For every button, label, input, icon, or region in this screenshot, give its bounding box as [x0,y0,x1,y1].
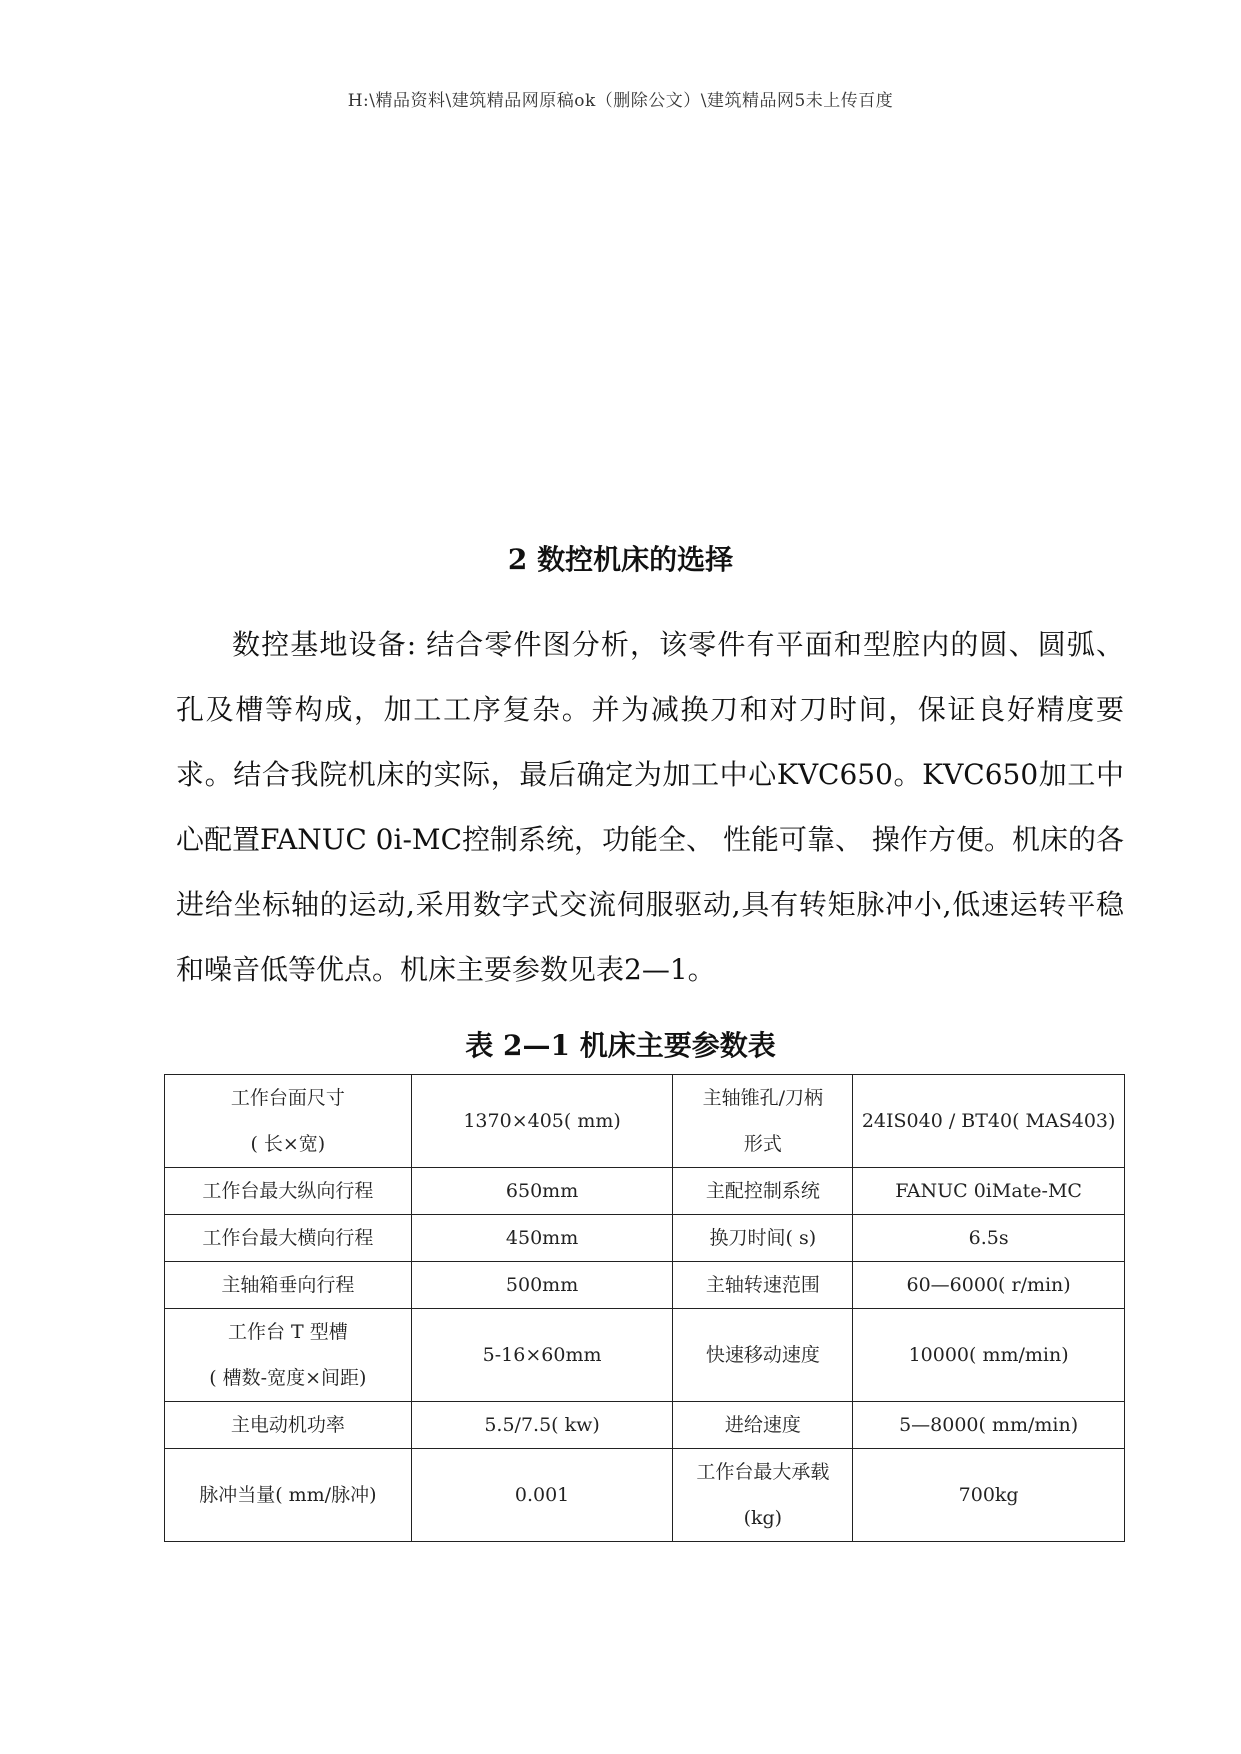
parameter-value-cell: 10000( mm/min) [853,1309,1125,1402]
table-row [165,1215,1125,1262]
table-body [165,1075,1125,1542]
machine-parameters-table [164,1074,1125,1542]
parameter-name-cell [165,1168,412,1215]
parameter-value-cell: 1370×405( mm) [411,1075,673,1168]
cell-text-line: 主配控制系统 [705,1180,820,1202]
cell-text-line: 形式 [743,1133,782,1155]
parameter-name-cell [673,1075,853,1168]
cell-text-line: 换刀时间( s) [709,1227,817,1249]
cell-text-line: 主轴锥孔/刀柄 [702,1087,824,1109]
table-row [165,1449,1125,1542]
parameter-name-cell [673,1449,853,1542]
parameter-value-cell: 5—8000( mm/min) [853,1402,1125,1449]
table-row [165,1262,1125,1309]
cell-text-line: 工作台面尺寸 [230,1087,345,1109]
parameter-value-cell: 6.5s [853,1215,1125,1262]
cell-text-line: 脉冲当量( mm/脉冲) [199,1484,377,1506]
parameter-value-cell: 650mm [411,1168,673,1215]
table-title: 表 2—1 机床主要参数表 [465,1029,776,1062]
table-row [165,1309,1125,1402]
parameter-value-cell: 500mm [411,1262,673,1309]
cell-text-line: 进给速度 [724,1414,801,1436]
parameter-value-cell: 24IS040 / BT40( MAS403) [853,1075,1125,1168]
parameter-value-cell: 5-16×60mm [411,1309,673,1402]
cell-text-line: 主电动机功率 [230,1414,345,1436]
parameter-name-cell [673,1168,853,1215]
parameter-name-cell [165,1215,412,1262]
cell-text-line: 工作台最大横向行程 [202,1227,374,1249]
table-row [165,1402,1125,1449]
parameter-name-cell [165,1309,412,1402]
cell-text-line: 工作台最大纵向行程 [202,1180,374,1202]
parameter-name-cell [673,1402,853,1449]
cell-text-line: (kg) [743,1507,783,1529]
parameter-name-cell [165,1262,412,1309]
cell-text-line: ( 槽数-宽度×间距) [209,1367,367,1389]
cell-text-line: 快速移动速度 [705,1344,820,1366]
parameter-value-cell: 5.5/7.5( kw) [411,1402,673,1449]
parameter-name-cell [165,1402,412,1449]
parameter-name-cell [165,1449,412,1542]
cell-text-line: ( 长×宽) [250,1133,326,1155]
parameter-name-cell [673,1262,853,1309]
parameter-value-cell: 700kg [853,1449,1125,1542]
cell-text-line: 主轴箱垂向行程 [221,1274,355,1296]
cell-text-line: 工作台最大承载 [696,1461,830,1483]
cell-text-line: 工作台 T 型槽 [227,1321,348,1343]
page-header-path: H:\精品资料\建筑精品网原稿ok（删除公文）\建筑精品网5未上传百度 [347,91,894,111]
body-paragraph: 数控基地设备: 结合零件图分析，该零件有平面和型腔内的圆、圆弧、 孔及槽等构成，加工工序复杂。并为减换刀和对刀时间，保证良好精度要求。结合我院机床的实际，最后确定为加工中心KVC650。KVC650加工中心配置FANUC 0i-MC控制系统，功能全、 性能可靠、 操作方便。机床的各进给坐标轴的运动,采用数字式交流伺服驱动,具有转矩脉冲小,低速运转平稳和噪音低等优点。机床主要参数见表2—1。 [176,628,1124,986]
parameter-value-cell: FANUC 0iMate-MC [853,1168,1125,1215]
parameter-name-cell [673,1309,853,1402]
table-row [165,1168,1125,1215]
table-row [165,1075,1125,1168]
section-title: 2 数控机床的选择 [507,543,734,576]
parameter-name-cell [165,1075,412,1168]
parameter-value-cell: 450mm [411,1215,673,1262]
parameter-value-cell: 0.001 [411,1449,673,1542]
parameter-name-cell [673,1215,853,1262]
parameter-value-cell: 60—6000( r/min) [853,1262,1125,1309]
cell-text-line: 主轴转速范围 [705,1274,820,1296]
